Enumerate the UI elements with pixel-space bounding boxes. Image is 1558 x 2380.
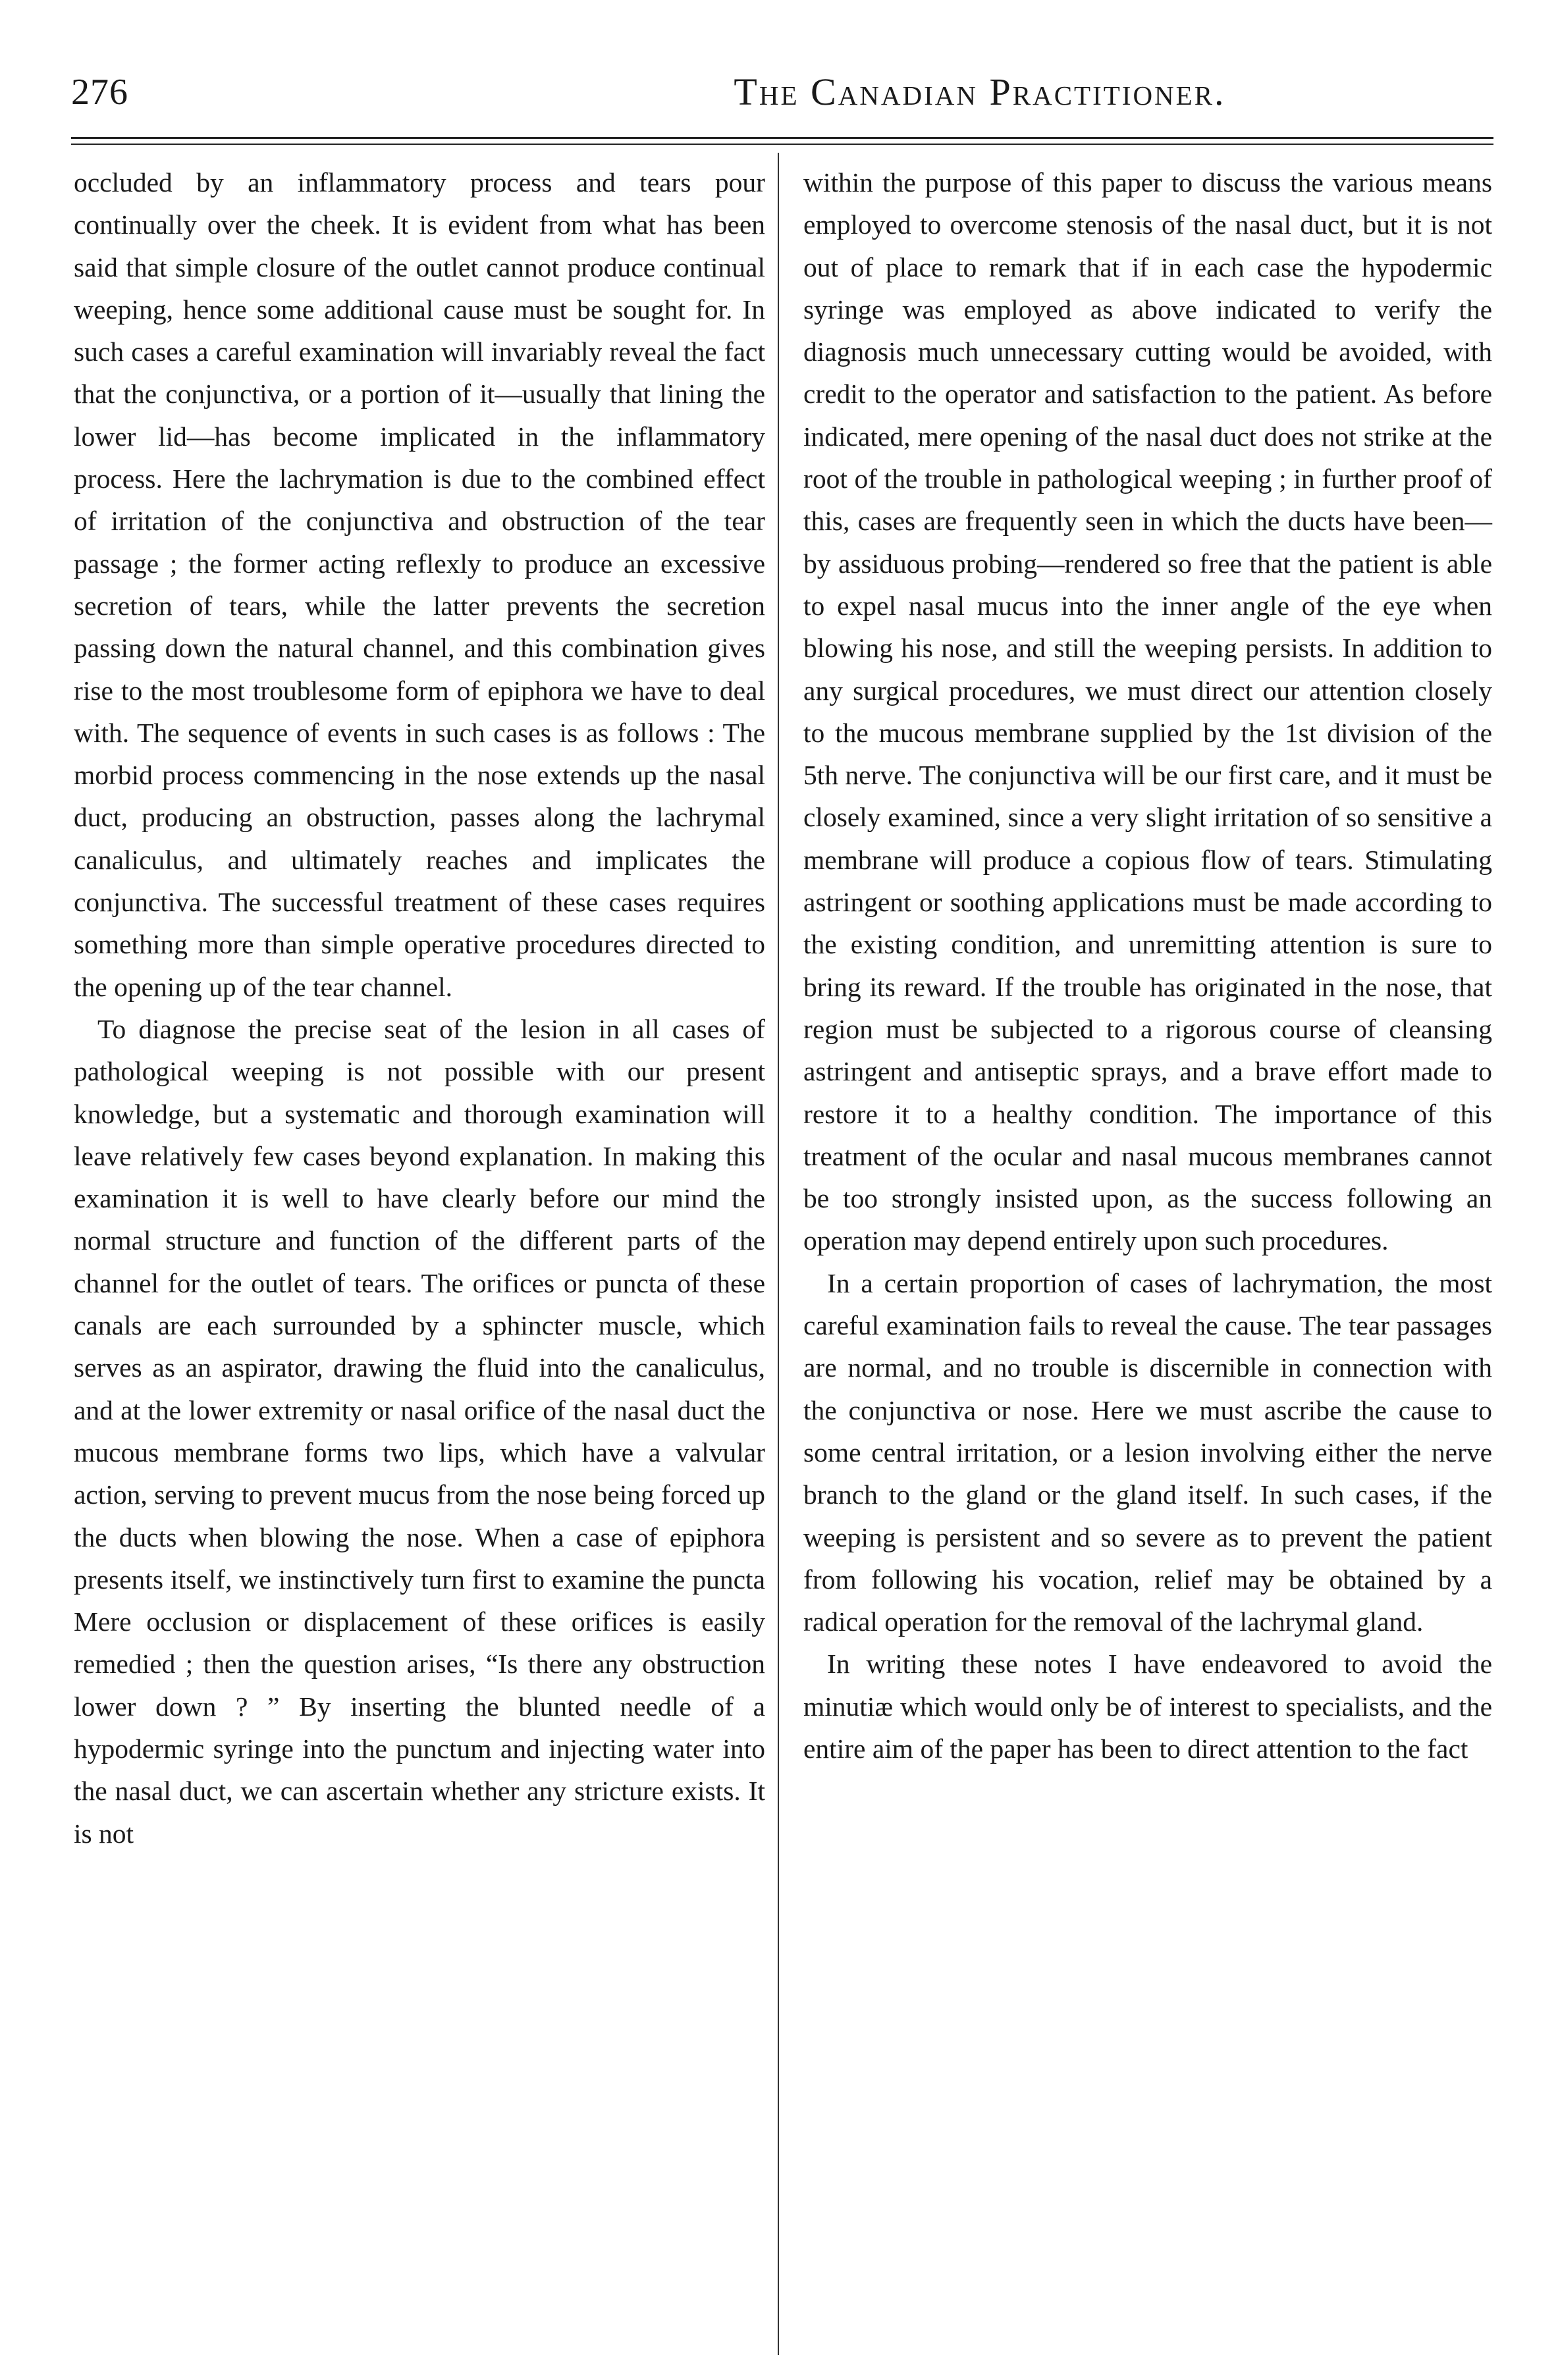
right-paragraph-3: In writing these notes I have endeavored to avoid the minutiæ which would only be of interest to specialists, and the entire aim of the paper has been to direct attention to the fact — [803, 1649, 1492, 1764]
header-rule-bottom — [71, 144, 1493, 145]
header-rule-top — [71, 137, 1493, 139]
left-paragraph-2: To diagnose the precise seat of the lesion in all cases of pathological weeping is not possible with our present knowledge, but a systematic and thorough examination will leave relatively few cases beyond explanation. In making this examination it is well to have clearly before our mind the normal structure and function of the different parts of the channel for the outlet of tears. The orifices or puncta of these canals are each surrounded by a sphincter muscle, which serves as an aspirator, drawing the fluid into the canaliculus, and at the lower extremity or nasal orifice of the nasal duct the mucous membrane forms two lips, which have a valvular action, serving to prevent mucus from the nose being forced up the ducts when blowing the nose. When a case of epiphora presents itself, we instinctively turn first to examine the puncta Mere occlusion or displacement of these orifices is easily remedied ; then the question arises, “Is there any obstruction lower down ? ” By inserting the blunted needle of a hypodermic syringe into the punctum and injecting water into the nasal duct, we can ascertain whether any stricture exists. It is not — [74, 1013, 765, 1849]
right-paragraph-1: within the purpose of this paper to discuss the various means employed to overcome stenosis of the nasal duct, but it is not out of place to remark that if in each case the hypodermic syringe was employed as above indicated to verify the diagnosis much unnecessary cutting would be avoided, with credit to the operator and satisfaction to the patient. As before indicated, mere opening of the nasal duct does not strike at the root of the trouble in pathological weeping ; in further proof of this, cases are frequently seen in which the ducts have been—by assiduous probing—rendered so free that the patient is able to expel nasal mucus into the inner angle of the eye when blowing his nose, and still the weeping persists. In addition to any surgical procedures, we must direct our attention closely to the mucous membrane supplied by the 1st division of the 5th nerve. The conjunctiva will be our first care, and it must be closely examined, since a very slight irritation of so sensitive a membrane will produce a copious flow of tears. Stimulating astringent or soothing applications must be made according to the existing condition, and unremitting attention is sure to bring its reward. If the trouble has originated in the nose, that region must be subjected to a rigorous course of cleansing astringent and antiseptic sprays, and a brave effort made to restore it to a healthy condition. The importance of this treatment of the ocular and nasal mucous membranes cannot be too strongly insisted upon, as the success following an operation may depend entirely upon such procedures. — [803, 167, 1492, 1256]
page-number: 276 — [71, 72, 128, 113]
page-header — [71, 66, 1493, 119]
column-divider — [778, 153, 779, 2355]
running-title: The Canadian Practitioner. — [734, 70, 1226, 113]
right-column — [803, 161, 1492, 2354]
left-column — [74, 161, 765, 2354]
right-paragraph-2: In a certain proportion of cases of lachrymation, the most careful examination fails to reveal the cause. The tear passages are normal, and no trouble is discernible in connection with the conjunctiva or nose. Here we must ascribe the cause to some central irritation, or a lesion involving either the nerve branch to the gland or the gland itself. In such cases, if the weeping is persistent and so severe as to prevent the patient from following his vocation, relief may be obtained by a radical operation for the removal of the lachrymal gland. — [803, 1267, 1492, 1637]
left-paragraph-1: occluded by an inflammatory process and tears pour continually over the cheek. It is evident from what has been said that simple closure of the outlet cannot produce continual weeping, hence some additional cause must be sought for. In such cases a careful examination will invariably reveal the fact that the conjunctiva, or a portion of it—usually that lining the lower lid—has become implicated in the inflammatory process. Here the lachrymation is due to the combined effect of irritation of the conjunctiva and obstruction of the tear passage ; the former acting reflexly to produce an excessive secretion of tears, while the latter prevents the secretion passing down the natural channel, and this combination gives rise to the most troublesome form of epiphora we have to deal with. The sequence of events in such cases is as follows : The morbid process commencing in the nose extends up the nasal duct, producing an obstruction, passes along the lachrymal canaliculus, and ultimately reaches and implicates the conjunctiva. The successful treatment of these cases requires something more than simple operative procedures directed to the opening up of the tear channel. — [74, 167, 765, 1002]
